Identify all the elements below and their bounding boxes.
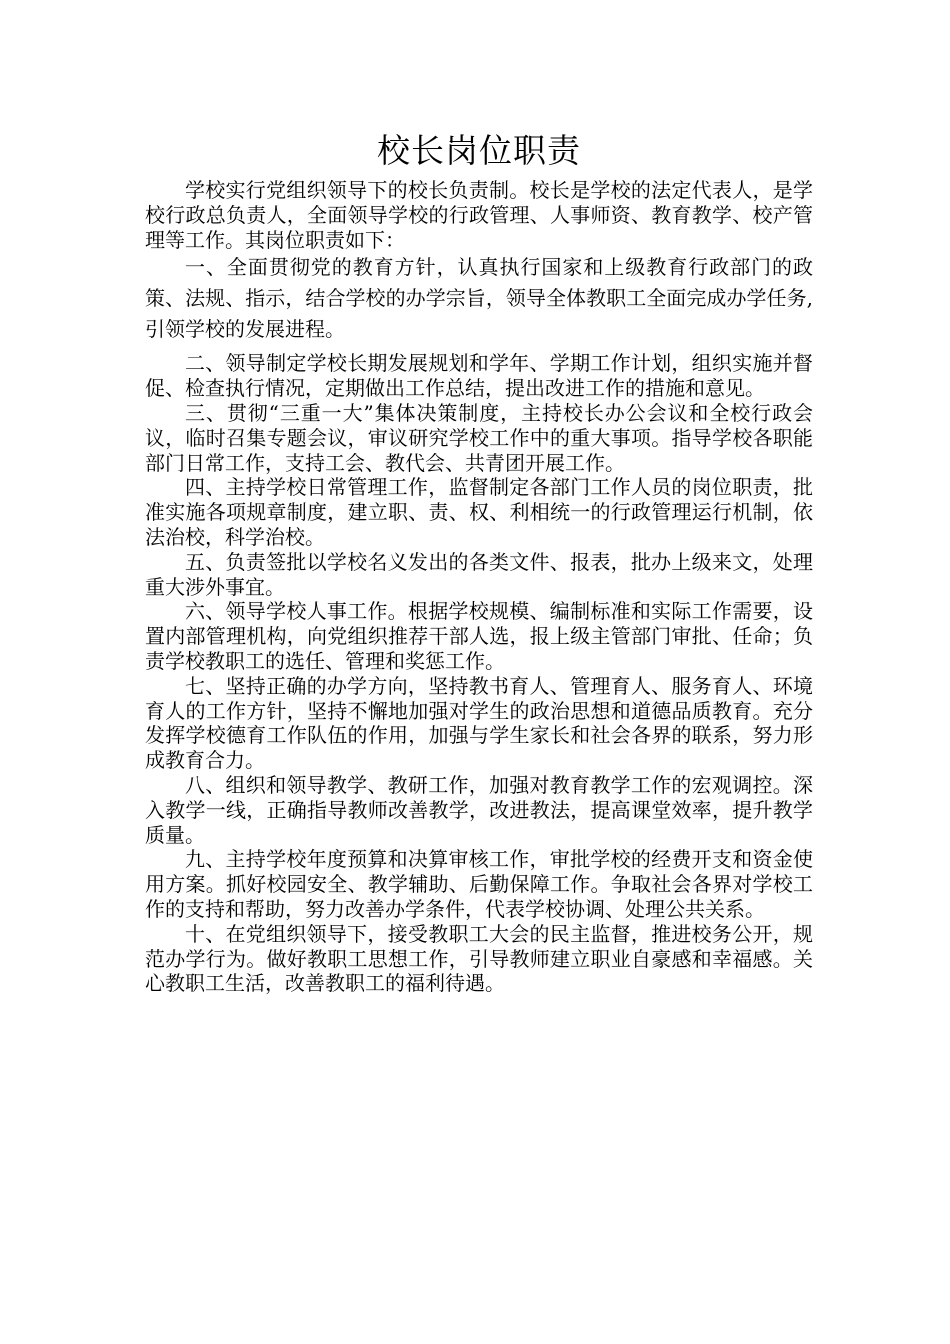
duty-item-5: 五、负责签批以学校名义发出的各类文件、报表，批办上级来文，处理重大涉外事宜。 [145, 549, 813, 599]
duty-item-10: 十、在党组织领导下，接受教职工大会的民主监督，推进校务公开，规范办学行为。做好教职工思想工作，引导教师建立职业自豪感和幸福感。关心教职工生活，改善教职工的福利待遇。 [145, 921, 813, 996]
document-title: 校长岗位职责 [377, 131, 581, 170]
duty-item-9: 九、主持学校年度预算和决算审核工作，审批学校的经费开支和资金使用方案。抓好校园安全、教学辅助、后勤保障工作。争取社会各界对学校工作的支持和帮助，努力改善办学条件，代表学校协调、处理公共关系。 [145, 847, 813, 921]
duty-item-8: 八、组织和领导教学、教研工作，加强对教育教学工作的宏观调控。深入教学一线，正确指导教师改善教学，改进教法，提高课堂效率，提升教学质量。 [145, 772, 813, 847]
duty-item-4: 四、主持学校日常管理工作，监督制定各部门工作人员的岗位职责，批准实施各项规章制度，建立职、责、权、利相统一的行政管理运行机制，依法治校，科学治校。 [145, 475, 813, 549]
duty-item-2: 二、领导制定学校长期发展规划和学年、学期工作计划，组织实施并督促、检查执行情况，定期做出工作总结，提出改进工作的措施和意见。 [145, 351, 813, 401]
document-page [145, 128, 813, 996]
duty-item-6: 六、领导学校人事工作。根据学校规模、编制标准和实际工作需要，设置内部管理机构，向党组织推荐干部人选，报上级主管部门审批、任命；负责学校教职工的选任、管理和奖惩工作。 [145, 599, 813, 673]
duty-item-3: 三、贯彻“三重一大”集体决策制度，主持校长办公会议和全校行政会议，临时召集专题会议，审议研究学校工作中的重大事项。指导学校各职能部门日常工作，支持工会、教代会、共青团开展工作。 [145, 400, 813, 475]
duty-item-1: 一、全面贯彻党的教育方针，认真执行国家和上级教育行政部门的政策、法规、指示，结合学校的办学宗旨，领导全体教职工全面完成办学任务,引领学校的发展进程。 [145, 255, 813, 342]
intro-paragraph: 学校实行党组织领导下的校长负责制。校长是学校的法定代表人，是学校行政总负责人，全面领导学校的行政管理、人事师资、教育教学、校产管理等工作。其岗位职责如下： [145, 178, 813, 252]
duty-item-7: 七、坚持正确的办学方向，坚持教书育人、管理育人、服务育人、环境育人的工作方针，坚持不懈地加强对学生的政治思想和道德品质教育。充分发挥学校德育工作队伍的作用，加强与学生家长和社会各界的联系，努力形成教育合力。 [145, 673, 813, 773]
